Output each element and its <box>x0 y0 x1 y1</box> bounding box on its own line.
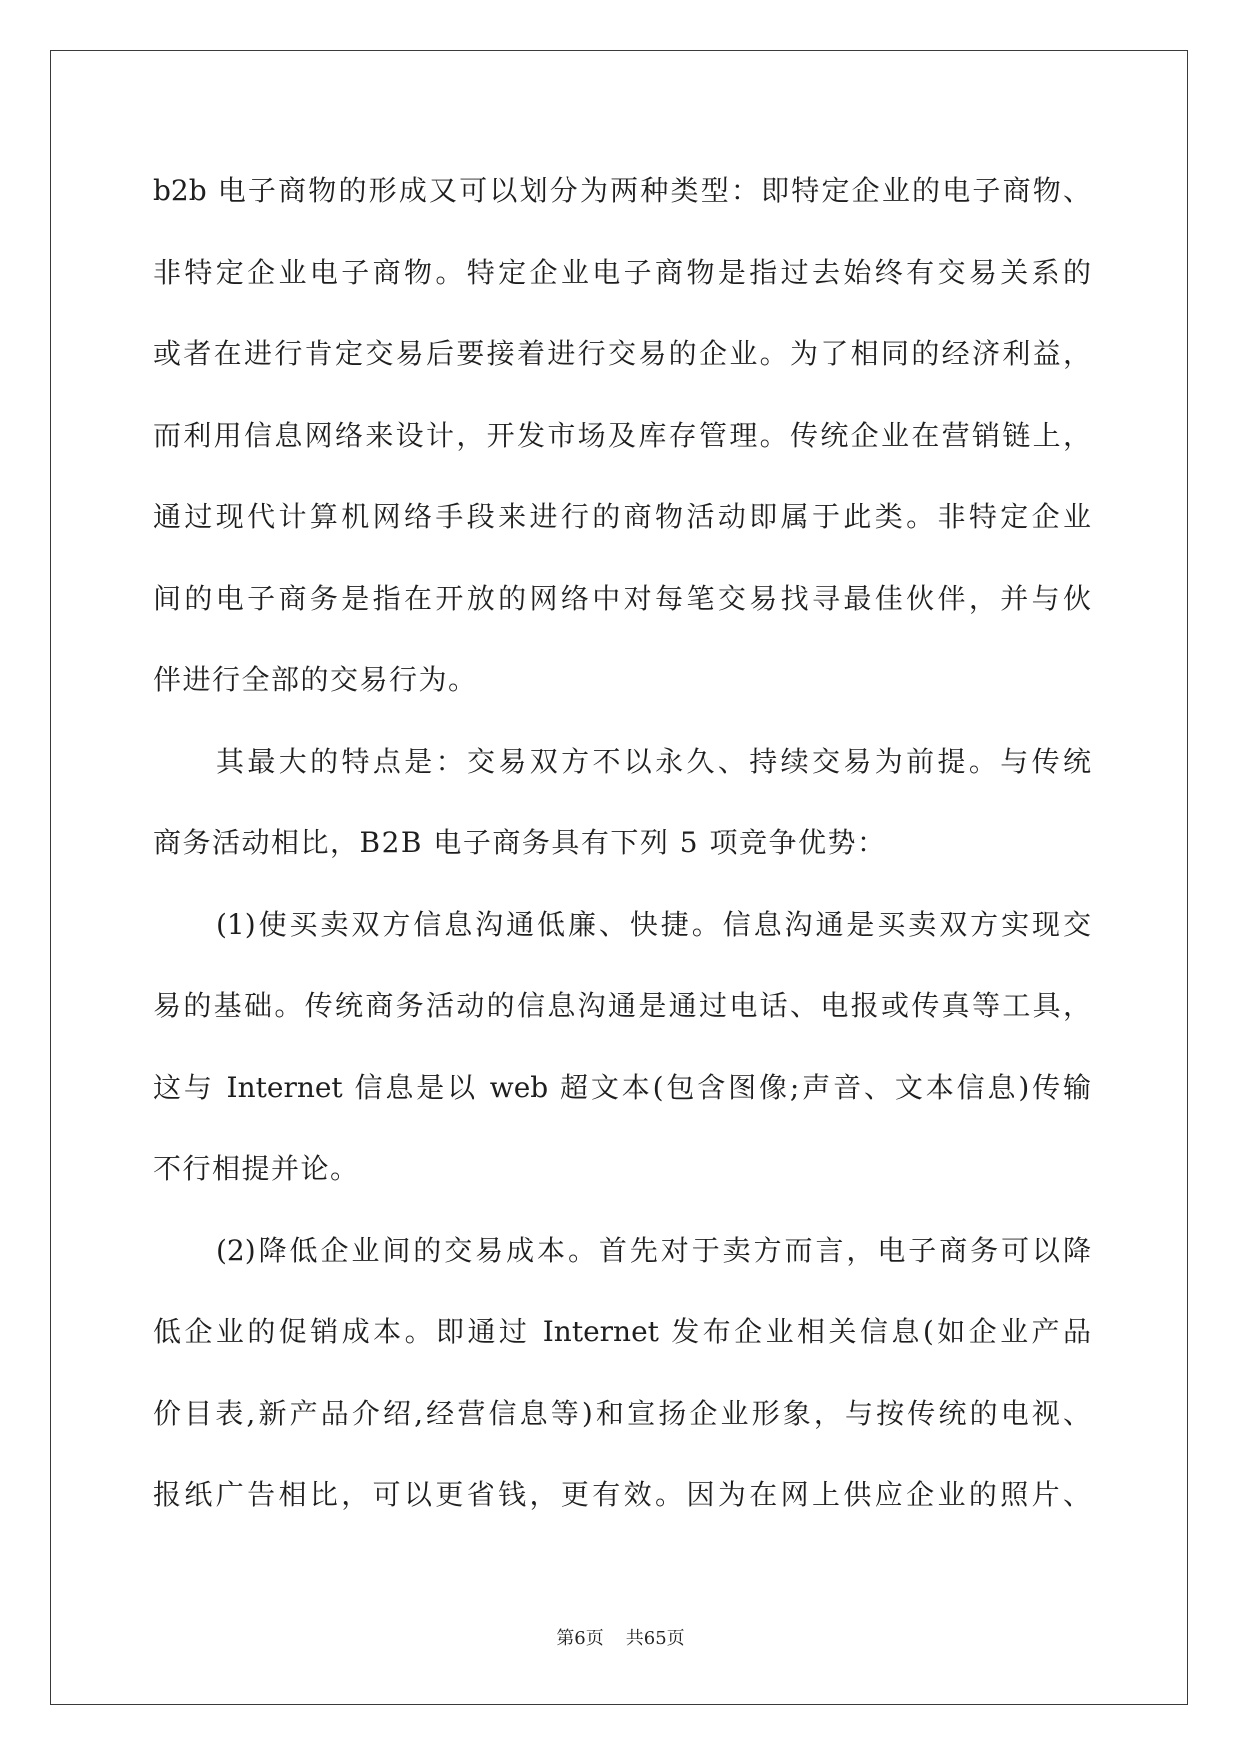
page-footer <box>0 1626 1241 1652</box>
text-line: 间的电子商务是指在开放的网络中对每笔交易找寻最佳伙伴，并与伙 <box>153 581 1091 615</box>
text-line: (1)使买卖双方信息沟通低廉、快捷。信息沟通是买卖双方实现交 <box>216 907 1091 941</box>
text-line: 或者在进行肯定交易后要接着进行交易的企业。为了相同的经济利益， <box>153 337 1091 370</box>
paragraph <box>153 884 1091 1210</box>
paragraph <box>153 721 1091 884</box>
page-total: 共65页 <box>625 1628 685 1649</box>
text-line: 报纸广告相比，可以更省钱，更有效。因为在网上供应企业的照片、 <box>153 1478 1091 1511</box>
text-line: 伴进行全部的交易行为。 <box>153 663 478 696</box>
text-line: 价目表,新产品介绍,经营信息等)和宣扬企业形象，与按传统的电视、 <box>153 1396 1091 1430</box>
text-line: 而利用信息网络来设计，开发市场及库存管理。传统企业在营销链上， <box>153 418 1091 452</box>
page-number: 第6页 <box>556 1628 604 1649</box>
paragraph <box>153 150 1091 721</box>
text-line: 其最大的特点是：交易双方不以永久、持续交易为前提。与传统 <box>216 744 1091 778</box>
text-line: 通过现代计算机网络手段来进行的商物活动即属于此类。非特定企业 <box>153 500 1091 533</box>
paragraph <box>153 1210 1091 1536</box>
text-line: 低企业的促销成本。即通过 Internet 发布企业相关信息(如企业产品 <box>153 1315 1091 1348</box>
text-line: 这与 Internet 信息是以 web 超文本(包含图像;声音、文本信息)传输 <box>153 1070 1091 1104</box>
text-line: 非特定企业电子商物。特定企业电子商物是指过去始终有交易关系的 <box>153 255 1091 289</box>
text-line: (2)降低企业间的交易成本。首先对于卖方而言，电子商务可以降 <box>216 1233 1091 1267</box>
text-line: b2b 电子商物的形成又可以划分为两种类型：即特定企业的电子商物、 <box>153 174 1091 207</box>
document-body <box>153 150 1091 1536</box>
text-line: 商务活动相比，B2B 电子商务具有下列 5 项竞争优势： <box>153 826 887 859</box>
text-line: 不行相提并论。 <box>153 1152 360 1185</box>
text-line: 易的基础。传统商务活动的信息沟通是通过电话、电报或传真等工具， <box>153 989 1091 1022</box>
